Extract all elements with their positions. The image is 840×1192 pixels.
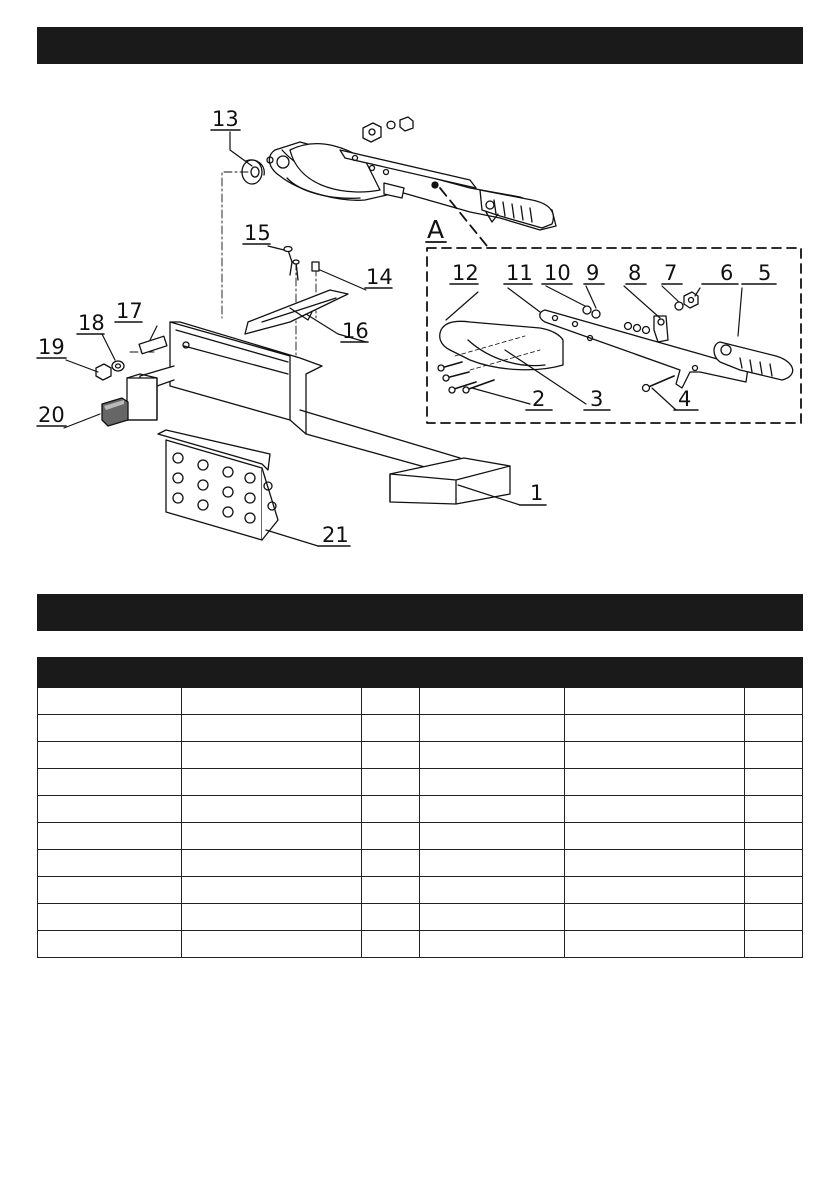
table-cell	[565, 769, 745, 796]
table-header-row	[38, 658, 803, 688]
table-cell	[38, 823, 182, 850]
table-cell	[362, 715, 420, 742]
guide-part-16	[245, 247, 348, 335]
callout-20: 20	[38, 403, 65, 427]
callout-3: 3	[590, 387, 604, 411]
callout-11: 11	[506, 261, 533, 285]
table-cell	[182, 769, 362, 796]
table-cell	[182, 742, 362, 769]
callout-12: 12	[452, 261, 479, 285]
table-cell	[182, 850, 362, 877]
table-cell	[38, 877, 182, 904]
table-cell	[182, 931, 362, 958]
callout-16: 16	[342, 319, 369, 343]
table-cell	[362, 850, 420, 877]
table-cell	[420, 904, 565, 931]
table-cell	[362, 742, 420, 769]
table-cell	[362, 904, 420, 931]
table-cell	[182, 877, 362, 904]
callout-5: 5	[758, 261, 772, 285]
table-cell	[420, 715, 565, 742]
table-cell	[420, 769, 565, 796]
table-cell	[38, 688, 182, 715]
table-cell	[362, 931, 420, 958]
table-cell	[362, 769, 420, 796]
table-cell	[745, 904, 803, 931]
exploded-parts-diagram	[0, 70, 840, 590]
table-row	[38, 796, 803, 823]
table-cell	[38, 904, 182, 931]
section-header-bar-top	[37, 27, 803, 64]
table-cell	[182, 823, 362, 850]
table-row	[38, 688, 803, 715]
table-cell	[362, 877, 420, 904]
callout-1: 1	[530, 481, 544, 505]
table-row	[38, 769, 803, 796]
table-cell	[565, 742, 745, 769]
table-cell	[420, 931, 565, 958]
callout-9: 9	[586, 261, 600, 285]
table-cell	[182, 715, 362, 742]
table-cell	[38, 742, 182, 769]
table-cell	[38, 931, 182, 958]
parts-list-table	[37, 657, 803, 958]
table-cell	[362, 796, 420, 823]
table-cell	[38, 769, 182, 796]
detail-a-label: A	[427, 215, 445, 244]
table-cell	[38, 796, 182, 823]
callout-6: 6	[720, 261, 734, 285]
callout-4: 4	[678, 387, 692, 411]
table-cell	[745, 823, 803, 850]
section-header-bar-parts	[37, 594, 803, 631]
table-cell	[182, 688, 362, 715]
table-cell	[362, 688, 420, 715]
table-cell	[745, 796, 803, 823]
detail-a-box	[427, 188, 801, 423]
table-row	[38, 715, 803, 742]
table-cell	[745, 877, 803, 904]
callout-19: 19	[38, 335, 65, 359]
table-cell	[38, 850, 182, 877]
callout-10: 10	[544, 261, 571, 285]
table-cell	[745, 931, 803, 958]
table-cell	[420, 823, 565, 850]
cutter-handle-assembly	[242, 117, 556, 230]
table-cell	[565, 715, 745, 742]
table-cell	[565, 823, 745, 850]
table-cell	[745, 688, 803, 715]
table-cell	[745, 715, 803, 742]
table-cell	[565, 904, 745, 931]
table-cell	[362, 823, 420, 850]
table-row	[38, 904, 803, 931]
table-row	[38, 850, 803, 877]
table-cell	[420, 688, 565, 715]
callout-7: 7	[664, 261, 678, 285]
table-row	[38, 823, 803, 850]
callout-14: 14	[366, 265, 393, 289]
table-cell	[420, 742, 565, 769]
table-cell	[565, 877, 745, 904]
callout-18: 18	[78, 311, 105, 335]
table-cell	[182, 796, 362, 823]
perforated-plate-part-21	[158, 430, 278, 540]
table-cell	[420, 850, 565, 877]
table-row	[38, 931, 803, 958]
table-cell	[745, 742, 803, 769]
assembly-guide-lines	[130, 172, 316, 356]
callout-8: 8	[628, 261, 642, 285]
table-cell	[420, 877, 565, 904]
table-row	[38, 877, 803, 904]
table-cell	[565, 931, 745, 958]
callout-21: 21	[322, 523, 349, 547]
table-cell	[182, 904, 362, 931]
table-cell	[38, 715, 182, 742]
table-row	[38, 742, 803, 769]
table-cell	[745, 850, 803, 877]
table-body	[38, 688, 803, 958]
callout-17: 17	[116, 299, 143, 323]
table-cell	[745, 769, 803, 796]
table-cell	[565, 688, 745, 715]
table-cell	[565, 796, 745, 823]
callout-15: 15	[244, 221, 271, 245]
callout-2: 2	[532, 387, 546, 411]
table-cell	[565, 850, 745, 877]
callout-13: 13	[212, 107, 239, 131]
table-cell	[420, 796, 565, 823]
